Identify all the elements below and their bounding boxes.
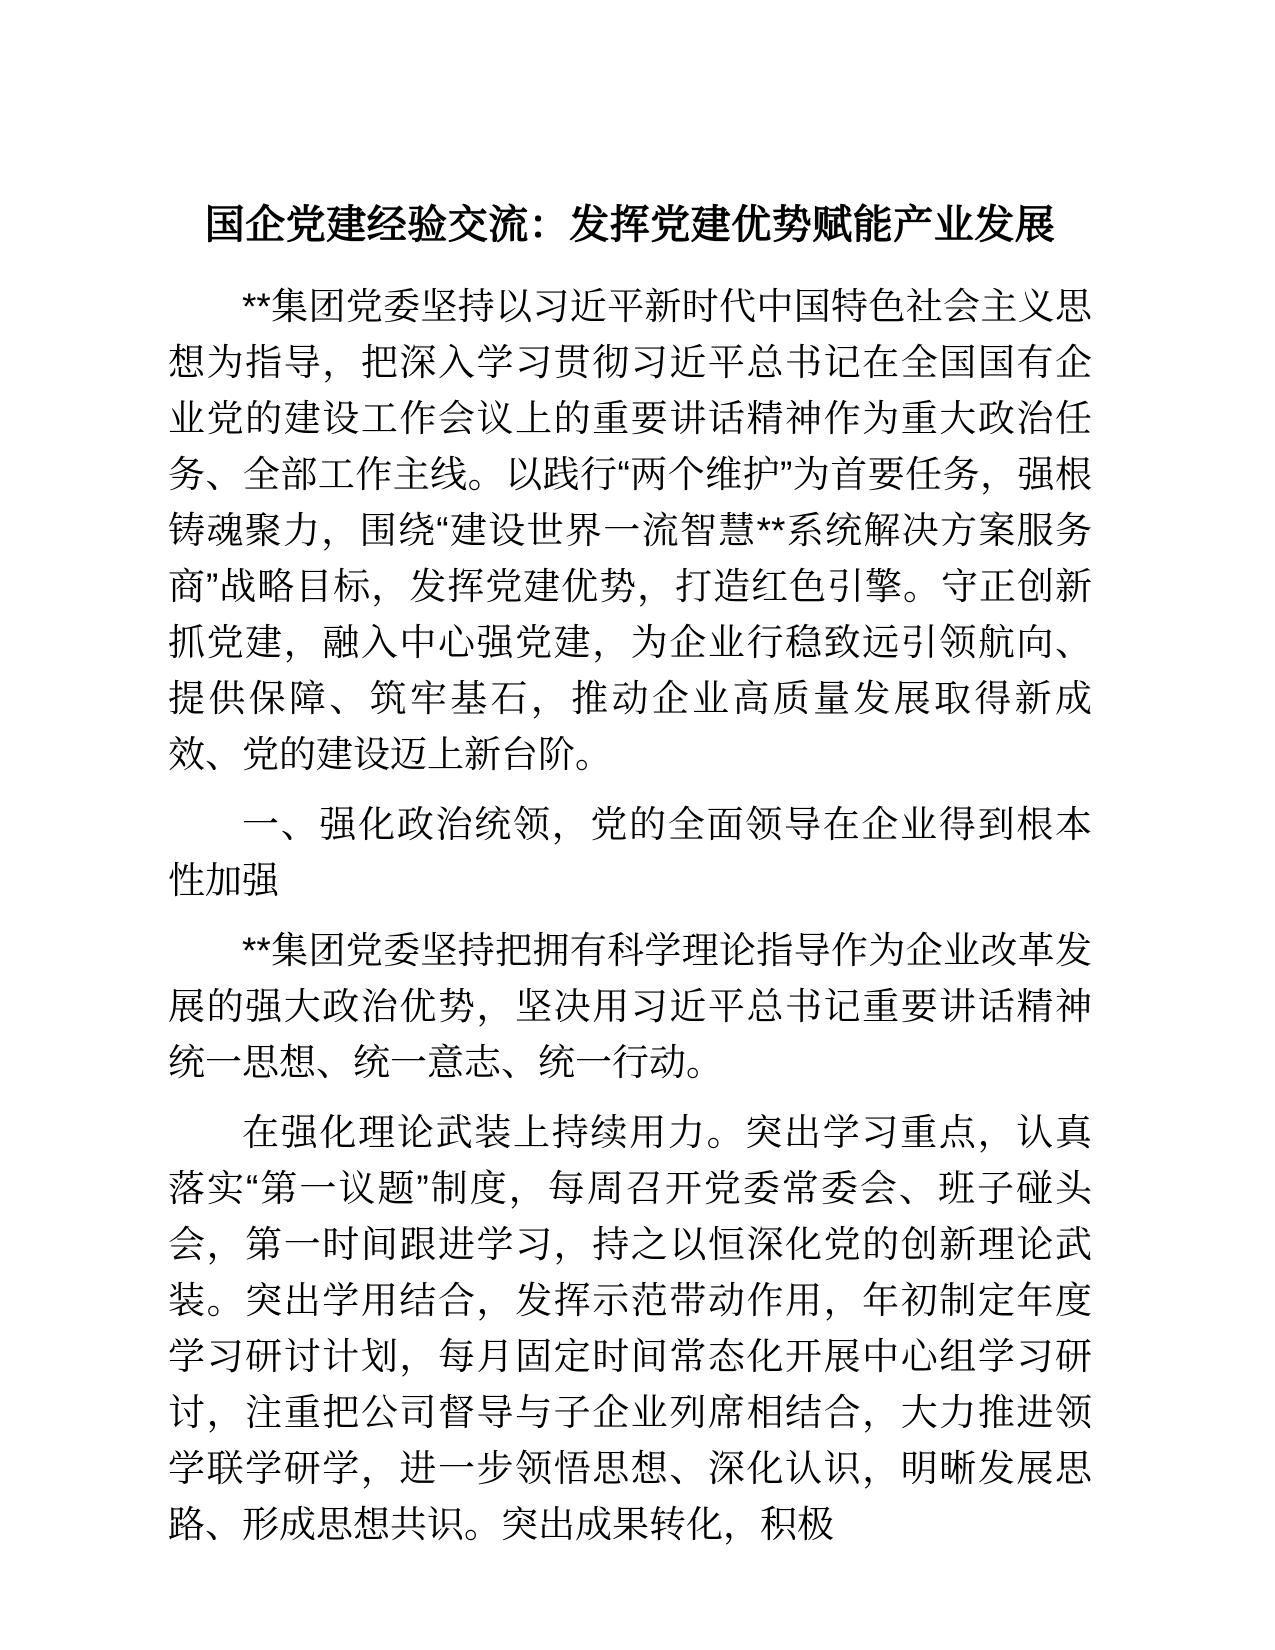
page-title: 国企党建经验交流：发挥党建优势赋能产业发展: [204, 203, 1056, 247]
document-content: [168, 0, 1092, 1553]
body-paragraph-1: **集团党委坚持以习近平新时代中国特色社会主义思想为指导，把深入学习贯彻习近平总书记在全国国有企业党的建设工作会议上的重要讲话精神作为重大政治任务、全部工作主线。以践行“两个维护”为首要任务，强根铸魂聚力，围绕“建设世界一流智慧**系统解决方案服务商”战略目标，发挥党建优势，打造红色引擎。守正创新抓党建，融入中心强党建，为企业行稳致远引领航向、提供保障、筑牢基石，推动企业高质量发展取得新成效、党的建设迈上新台阶。: [168, 286, 1092, 775]
body-paragraph-3: 在强化理论武装上持续用力。突出学习重点，认真落实“第一议题”制度，每周召开党委常委会、班子碰头会，第一时间跟进学习，持之以恒深化党的创新理论武装。突出学用结合，发挥示范带动作用，年初制定年度学习研讨计划，每月固定时间常态化开展中心组学习研讨，注重把公司督导与子企业列席相结合，大力推进领学联学研学，进一步领悟思想、深化认识，明晰发展思路、形成思想共识。突出成果转化，积极: [168, 1112, 1092, 1545]
body-paragraph-2: **集团党委坚持把拥有科学理论指导作为企业改革发展的强大政治优势，坚决用习近平总书记重要讲话精神统一思想、统一意志、统一行动。: [168, 930, 1092, 1083]
section-heading-1: 一、强化政治统领，党的全面领导在企业得到根本性加强: [168, 804, 1092, 901]
